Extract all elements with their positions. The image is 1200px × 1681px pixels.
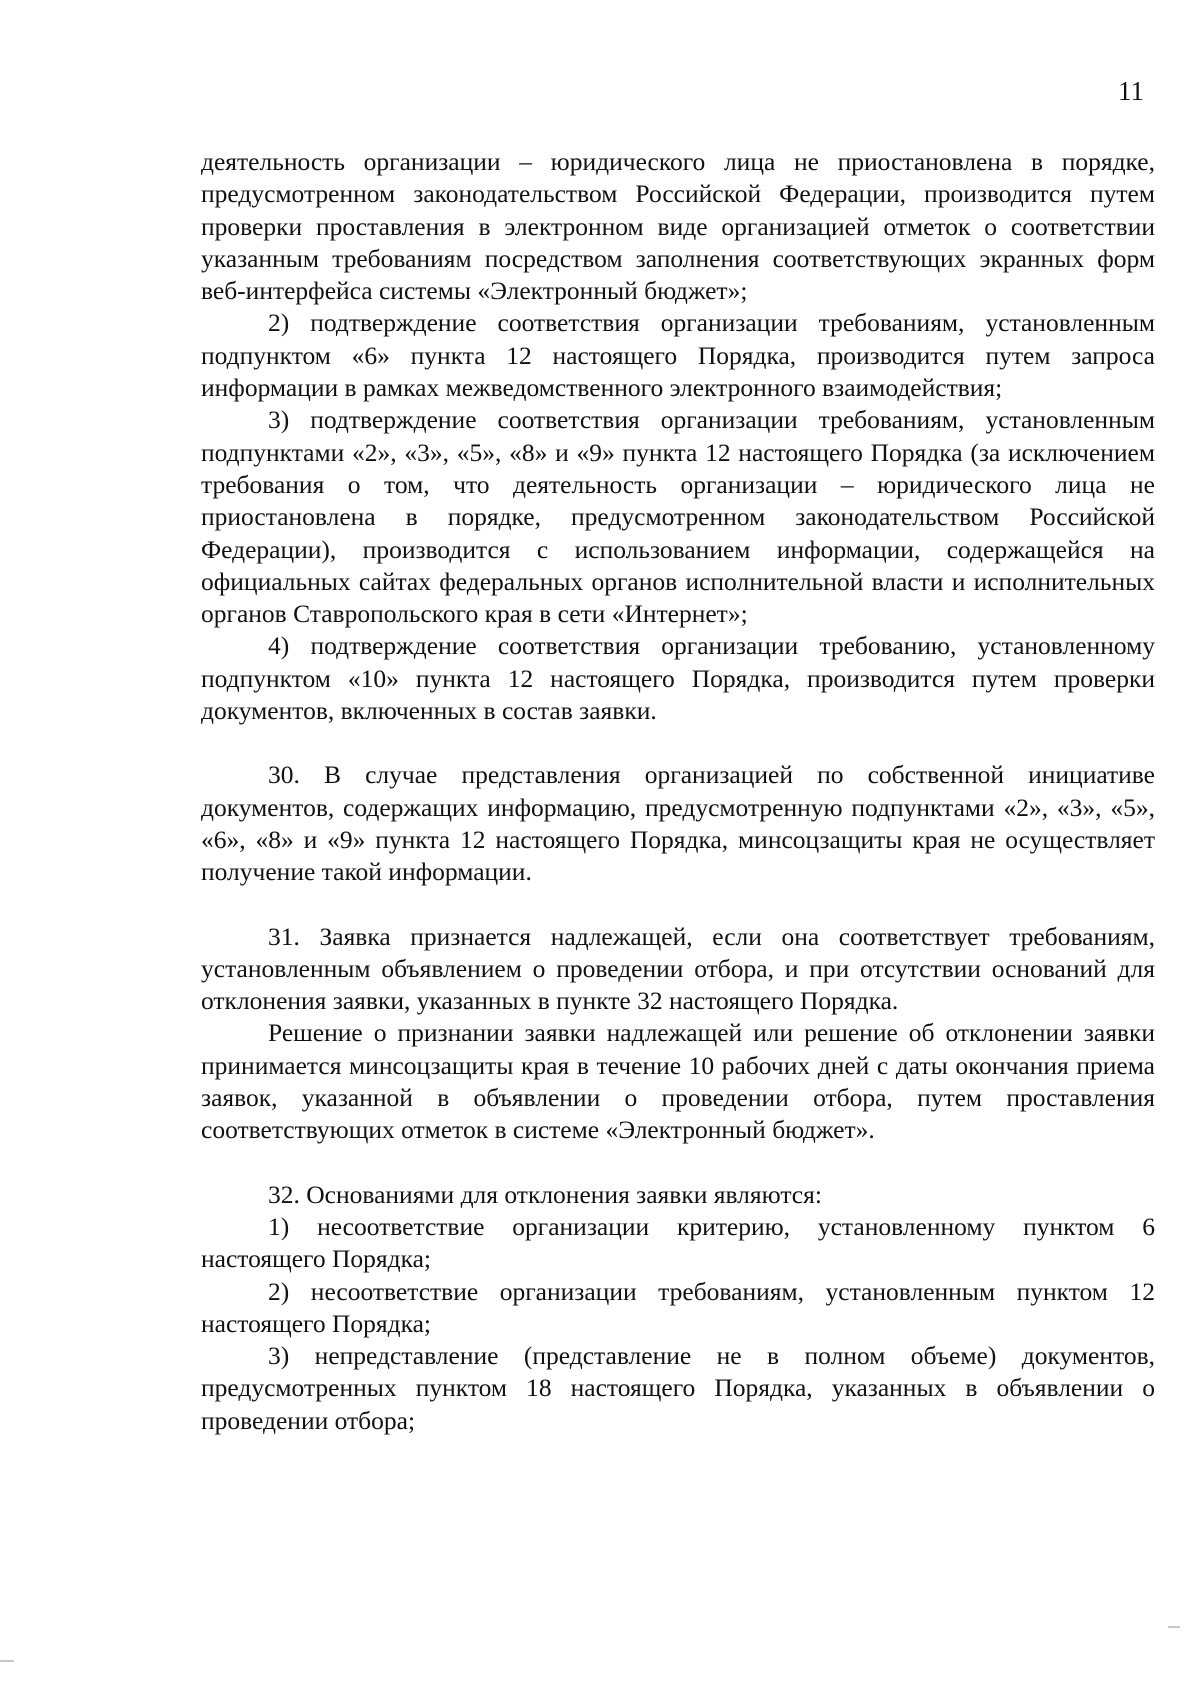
- paragraph-clause-32-item-3: 3) непредставление (представление не в полном объеме) документов, предусмотренных пунктом 18 настоящего Порядка, указанных в объявлении о проведении отбора;: [201, 1341, 1155, 1435]
- paragraph-item-4: 4) подтверждение соответствия организации требованию, установленному подпунктом «10» пункта 12 настоящего Порядка, производится путем проверки документов, включенных в состав заявки.: [201, 631, 1155, 726]
- document-body: [201, 146, 1155, 1437]
- page-number: 11: [1118, 76, 1144, 106]
- paragraph-clause-31-decision: Решение о признании заявки надлежащей или решение об отклонении заявки принимается минсоцзащиты края в течение 10 рабочих дней с даты окончания приема заявок, указанной в объявлении о проведении отбора, путем проставления соответствующих отметок в системе «Электронный бюджет».: [201, 1018, 1155, 1145]
- paragraph-continuation: деятельность организации – юридического лица не приостановлена в порядке, предусмотренном законодательством Российской Федерации, производится путем проверки проставления в электронном виде организацией отметок о соответствии указанным требованиям посредством заполнения соответствующих экранных форм веб-интерфейса системы «Электронный бюджет»;: [201, 147, 1155, 306]
- paragraph-item-2: 2) подтверждение соответствия организации требованиям, установленным подпунктом «6» пункта 12 настоящего Порядка, производится путем запроса информации в рамках межведомственного электронного взаимодействия;: [201, 308, 1155, 403]
- paragraph-clause-30: 30. В случае представления организацией по собственной инициативе документов, содержащих информацию, предусмотренную подпунктами «2», «3», «5», «6», «8» и «9» пункта 12 настоящего Порядка, минсоцзащиты края не осуществляет получение такой информации.: [201, 760, 1155, 887]
- paragraph-clause-32-item-1: 1) несоответствие организации критерию, установленному пунктом 6 настоящего Порядка;: [201, 1211, 1155, 1274]
- paragraph-clause-32: 32. Основаниями для отклонения заявки являются:: [268, 1179, 822, 1209]
- paragraph-clause-32-item-2: 2) несоответствие организации требованиям, установленным пунктом 12 настоящего Порядка;: [201, 1276, 1155, 1338]
- scan-edge-mark: [1168, 1626, 1180, 1628]
- paragraph-item-3: 3) подтверждение соответствия организации требованиям, установленным подпунктами «2», «3», «5», «8» и «9» пункта 12 настоящего Порядка (за исключением требования о том, что деятельность организации – юридического лица не приостановлена в порядке, предусмотренном законодательством Российской Федерации), производится с использованием информации, содержащейся на официальных сайтах федеральных органов исполнительной власти и исполнительных органов Ставропольского края в сети «Интернет»;: [201, 405, 1155, 629]
- paragraph-clause-31: 31. Заявка признается надлежащей, если она соответствует требованиям, установленным объявлением о проведении отбора, и при отсутствии оснований для отклонения заявки, указанных в пункте 32 настоящего Порядка.: [201, 921, 1155, 1016]
- scan-edge-mark: [0, 1660, 14, 1662]
